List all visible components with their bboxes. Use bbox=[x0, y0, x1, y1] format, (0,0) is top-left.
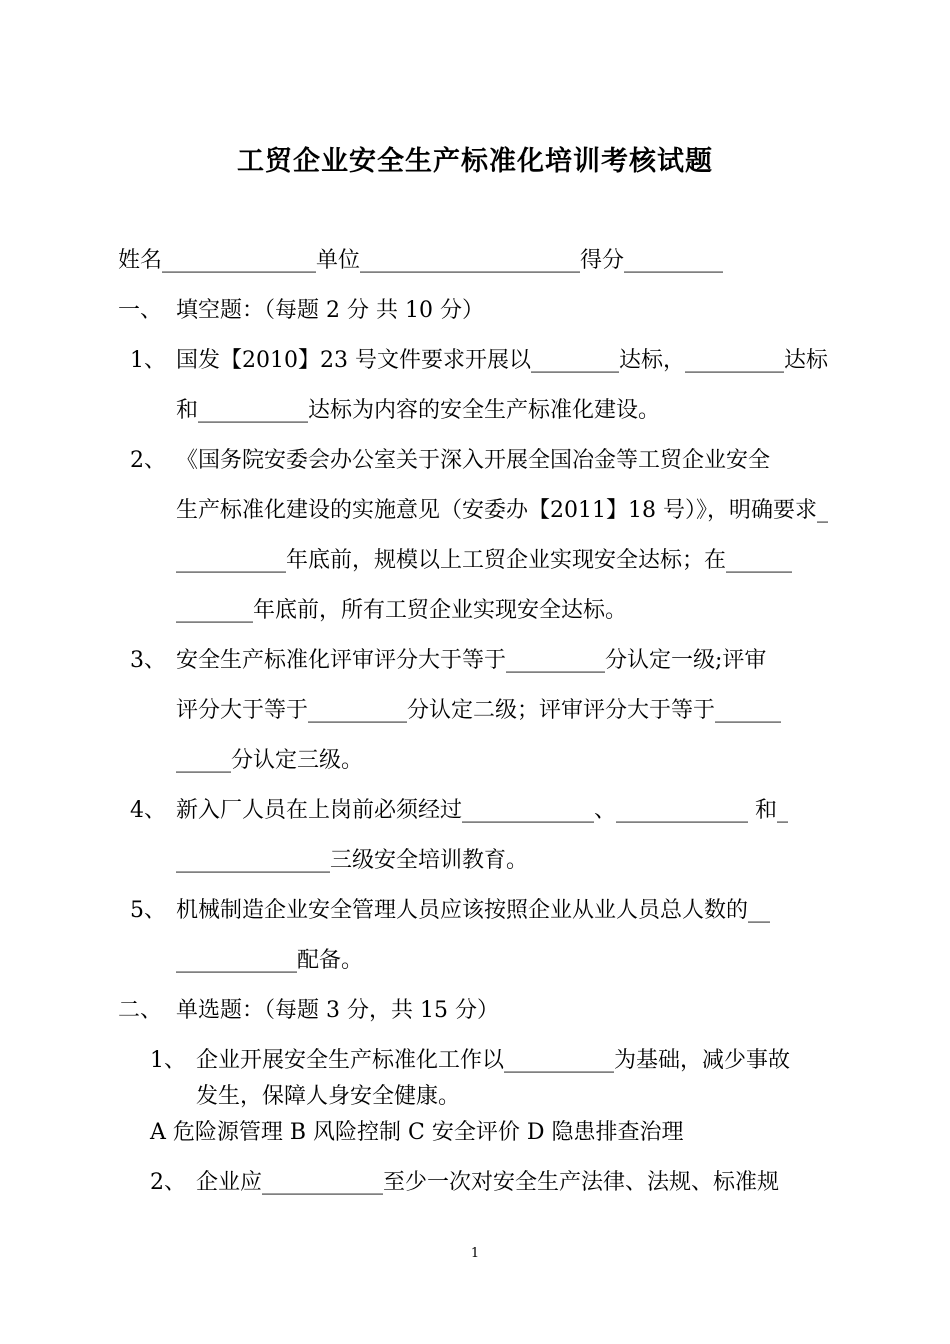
mc1-number: 1、 bbox=[150, 1048, 186, 1073]
q4-line2: ______________三级安全培训教育。 bbox=[176, 848, 529, 873]
q5-line1: 机械制造企业安全管理人员应该按照企业从业人员总人数的__ bbox=[176, 898, 771, 923]
q5-line2: ___________配备。 bbox=[176, 948, 364, 973]
q1-line2: 和__________达标为内容的安全生产标准化建设。 bbox=[176, 398, 661, 423]
mc1-line2: 发生，保障人身安全健康。 bbox=[196, 1084, 461, 1109]
mc2-number: 2、 bbox=[150, 1170, 186, 1195]
mc1-options: A 危险源管理 B 风险控制 C 安全评价 D 隐患排查治理 bbox=[150, 1120, 684, 1145]
q2-number: 2、 bbox=[130, 448, 166, 473]
section1-number: 一、 bbox=[118, 298, 163, 323]
q2-line4: _______年底前，所有工贸企业实现安全达标。 bbox=[176, 598, 628, 623]
q2-line1: 《国务院安委会办公室关于深入开展全国冶金等工贸企业安全 bbox=[176, 448, 771, 473]
page-number: 1 bbox=[470, 1246, 480, 1261]
q3-line3: _____分认定三级。 bbox=[176, 748, 364, 773]
mc2-line1: 企业应___________至少一次对安全生产法律、法规、标准规 bbox=[196, 1170, 780, 1195]
q4-number: 4、 bbox=[130, 798, 166, 823]
q5-number: 5、 bbox=[130, 898, 166, 923]
section2-number: 二、 bbox=[118, 998, 163, 1023]
q3-number: 3、 bbox=[130, 648, 166, 673]
mc1-line1: 企业开展安全生产标准化工作以__________为基础，减少事故 bbox=[196, 1048, 791, 1073]
q4-line1: 新入厂人员在上岗前必须经过____________、____________ 和_ bbox=[176, 798, 788, 823]
q2-line3: __________年底前，规模以上工贸企业实现安全达标；在______ bbox=[176, 548, 793, 573]
q3-line1: 安全生产标准化评审评分大于等于_________分认定一级;评审 bbox=[176, 648, 767, 673]
q1-line1: 国发【2010】23 号文件要求开展以________达标，_________达标 bbox=[176, 348, 828, 373]
section1-heading: 填空题：（每题 2 分 共 10 分） bbox=[176, 298, 484, 323]
q3-line2: 评分大于等于_________分认定二级；评审评分大于等于______ bbox=[176, 698, 782, 723]
header-fields-line: 姓名______________单位____________________得分_________ bbox=[118, 248, 724, 273]
document-title: 工贸企业安全生产标准化培训考核试题 bbox=[237, 146, 713, 177]
q1-number: 1、 bbox=[130, 348, 166, 373]
section2-heading: 单选题：（每题 3 分，共 15 分） bbox=[176, 998, 499, 1023]
q2-line2: 生产标准化建设的实施意见（安委办【2011】18 号）》，明确要求_ bbox=[176, 498, 828, 523]
